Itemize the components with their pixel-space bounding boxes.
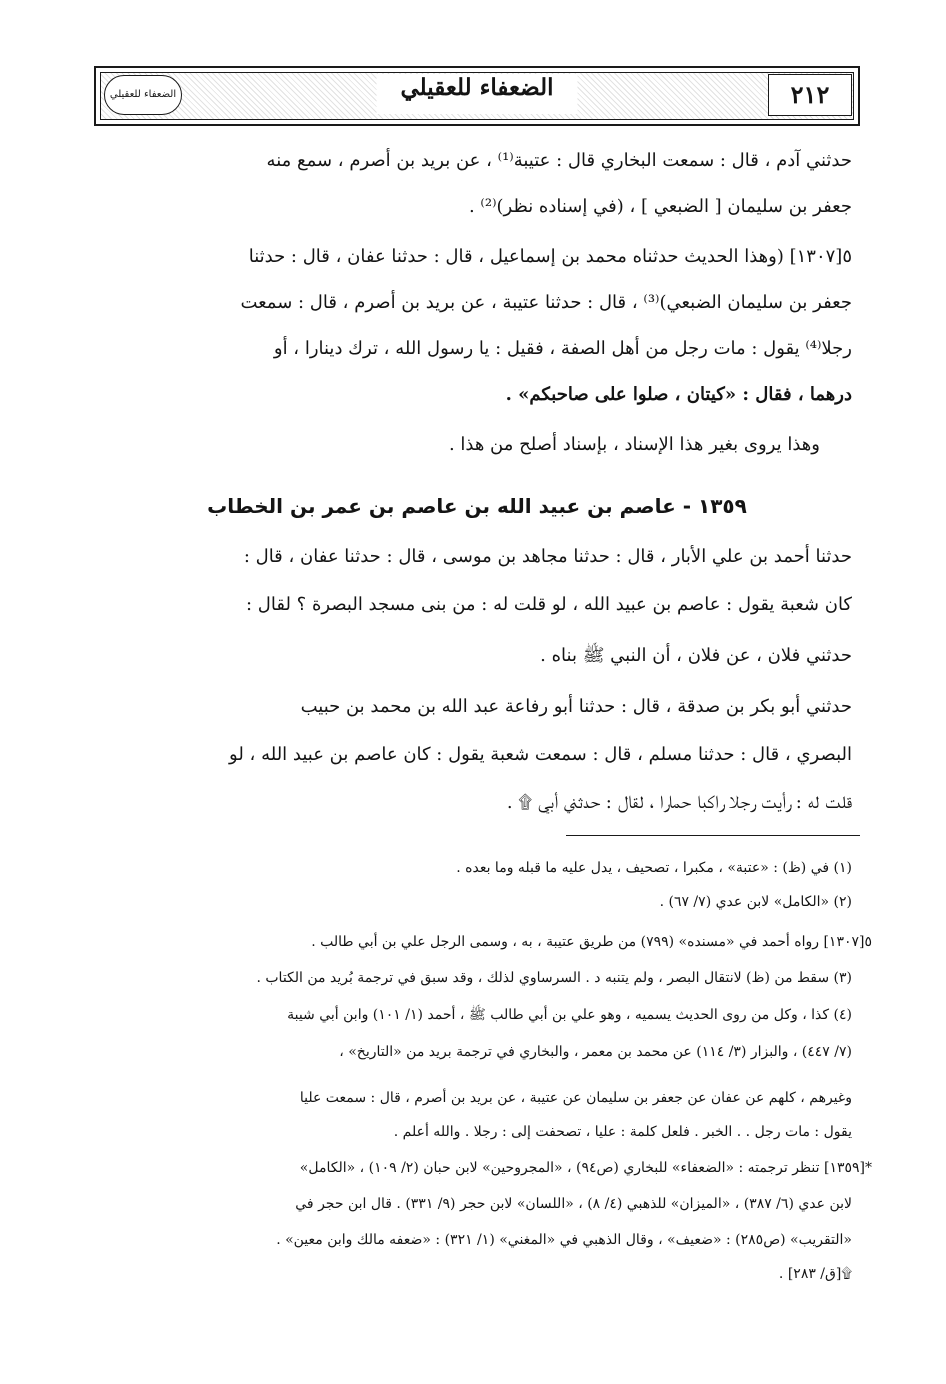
- header-seal-logo: الضعفاء للعقيلي: [104, 75, 182, 115]
- footnote-12: ۩[ق/ ٢٨٣] .: [778, 1266, 852, 1282]
- body-line-8: حدثنا أحمد بن علي الأبار ، قال : حدثنا مجاهد بن موسى ، قال : حدثنا عفان ، قال :: [243, 546, 852, 567]
- footnote-separator: [566, 835, 860, 836]
- body-line-6: درهما ، فقال : «كيتان ، صلوا على صاحبكم» .: [505, 384, 852, 405]
- body-line-11: حدثني أبو بكر بن صدقة ، قال : حدثنا أبو رفاعة عبد الله بن محمد بن حبيب: [300, 696, 852, 717]
- footnote-2: (٢) «الكامل» لابن عدي (٧/ ٦٧) .: [659, 894, 852, 910]
- body-line-7: وهذا يروى بغير هذا الإسناد ، بإسناد أصلح من هذا .: [448, 434, 820, 455]
- page-number: ٢١٢: [768, 74, 852, 116]
- footnote-9: *[١٣٥٩] تنظر ترجمته : «الضعفاء» للبخاري (ص٩٤) ، «المجروحين» لابن حبان (٢/ ١٠٩) ، «الكامل»: [299, 1160, 872, 1176]
- footnote-11: «التقريب» (ص٢٨٥) : «ضعيف» ، وقال الذهبي في «المغني» (١/ ٣٢١) : «ضعفه مالك وابن معين» .: [276, 1232, 852, 1248]
- body-line-9: كان شعبة يقول : عاصم بن عبيد الله ، لو قلت له : من بنى مسجد البصرة ؟ لقال :: [246, 594, 852, 615]
- footnote-4: (٣) سقط من (ظ) لانتقال البصر ، ولم يتنبه د . السرساوي لذلك ، وقد سبق في ترجمة بُريد من الكتاب .: [256, 970, 852, 986]
- page-header: [94, 66, 860, 126]
- footnote-3: ٥[١٣٠٧] رواه أحمد في «مسنده» (٧٩٩) من طريق عتيبة ، به ، وسمى الرجل علي بن أبي طالب .: [311, 934, 872, 950]
- footnote-10: لابن عدي (٦/ ٣٨٧) ، «الميزان» للذهبي (٤/ ٨) ، «اللسان» لابن حجر (٩/ ٣٣١) . قال ابن حجر في: [295, 1196, 852, 1212]
- body-line-1: حدثني آدم ، قال : سمعت البخاري قال : عتيبة⁽¹⁾ ، عن بريد بن أصرم ، سمع منه: [266, 150, 852, 171]
- footnote-6: (٧/ ٤٤٧) ، والبزار (٣/ ١١٤) عن محمد بن معمر ، والبخاري في ترجمة بريد من «التاريخ» ،: [339, 1044, 852, 1060]
- body-line-3: ٥[١٣٠٧] (وهذا الحديث حدثناه محمد بن إسماعيل ، قال : حدثنا عفان ، قال : حدثنا: [248, 246, 852, 267]
- body-line-5: رجلا⁽⁴⁾ يقول : مات رجل من أهل الصفة ، فقيل : يا رسول الله ، ترك دينارا ، أو: [273, 338, 852, 359]
- entry-heading: ١٣٥٩ - عاصم بن عبيد الله بن عاصم بن عمر بن الخطاب: [207, 494, 747, 518]
- body-line-13: قلت له : رأيت رجلا راكبا حمارا ، لقال : حدثني أبي ۩ .: [506, 792, 852, 813]
- body-line-2: جعفر بن سليمان [ الضبعي ] ، (في إسناده نظر)⁽²⁾ .: [468, 196, 852, 217]
- footnote-7: وغيرهم ، كلهم عن عفان عن جعفر بن سليمان عن عتيبة ، عن بريد بن أصرم ، قال : سمعت عليا: [299, 1090, 852, 1106]
- book-title: الضعفاء للعقيلي: [377, 74, 578, 114]
- footnote-8: يقول : مات رجل . . الخبر . فلعل كلمة : عليا ، تصحفت إلى : رجلا . والله أعلم .: [393, 1124, 852, 1140]
- body-line-4: جعفر بن سليمان الضبعي)⁽³⁾ ، قال : حدثنا عتيبة ، عن بريد بن أصرم ، قال : سمعت: [240, 292, 852, 313]
- body-line-10: حدثني فلان ، عن فلان ، أن النبي ﷺ بناه .: [540, 645, 852, 666]
- footnote-5: (٤) كذا ، وكل من روى الحديث يسميه ، وهو علي بن أبي طالب ﷺ ، أحمد (١/ ١٠١) وابن أبي شيبة: [287, 1007, 852, 1023]
- body-line-12: البصري ، قال : حدثنا مسلم ، قال : سمعت شعبة يقول : كان عاصم بن عبيد الله ، لو: [229, 744, 852, 765]
- footnote-1: (١) في (ظ) : «عتبة» ، مكبرا ، تصحيف ، يدل عليه ما قبله وما بعده .: [456, 860, 852, 876]
